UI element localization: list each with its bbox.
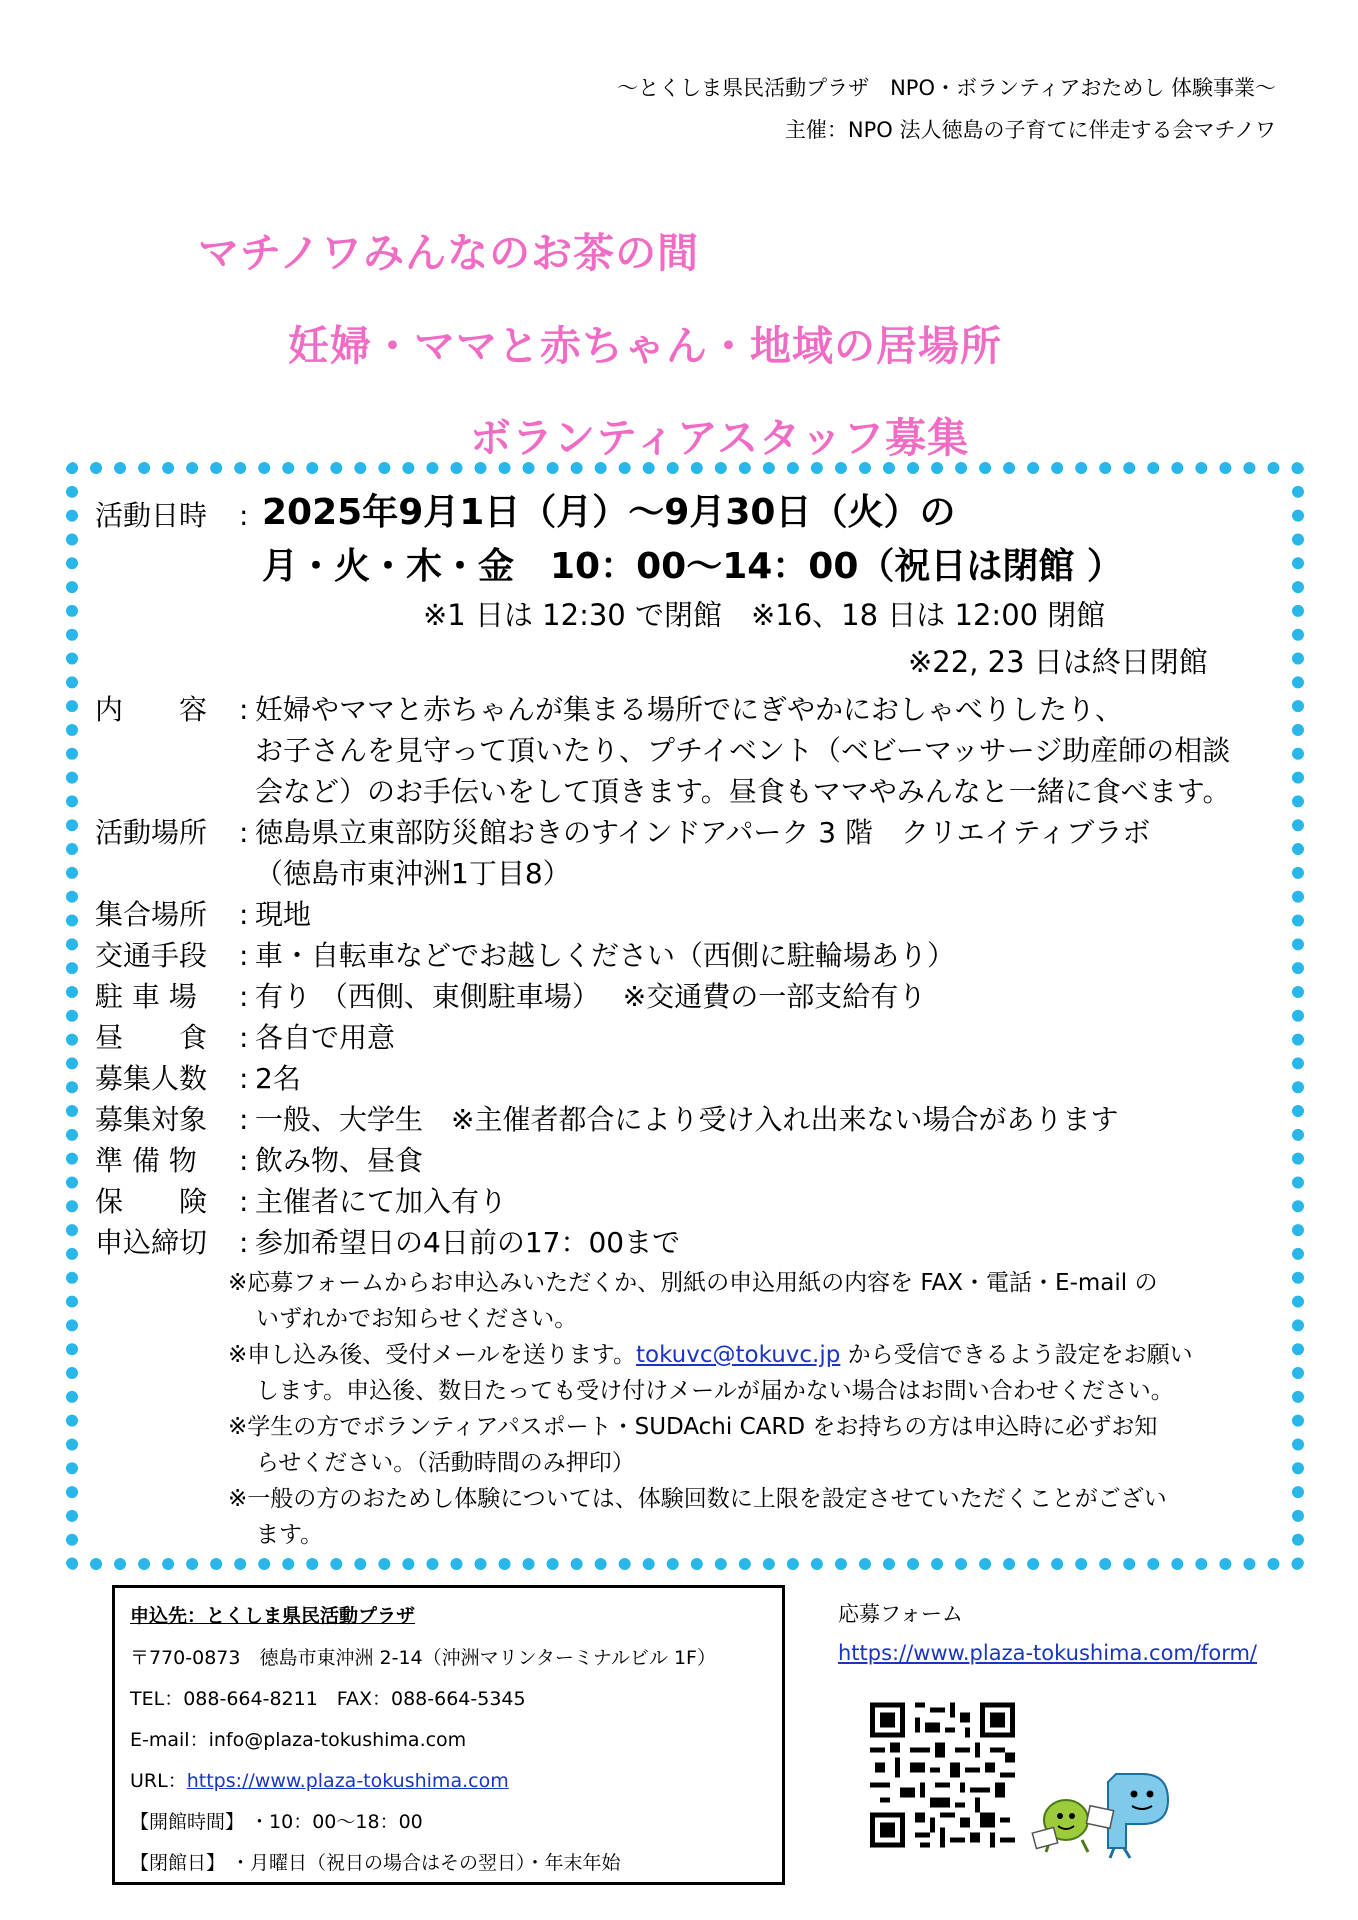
contact-tel: TEL：088-664-8211 FAX：088-664-5345 xyxy=(130,1688,526,1710)
plaza-mascot-icon xyxy=(1030,1752,1175,1860)
date-note-1: ※1 日は 12:30 で閉館 ※16、18 日は 12:00 閉館 xyxy=(423,598,1106,632)
count-row: 募集人数 : 2名 xyxy=(95,1057,301,1097)
lunch-value: 各自で用意 xyxy=(255,1021,396,1054)
lunch-row: 昼 食 : 各自で用意 xyxy=(95,1016,395,1056)
title-line-2: 妊婦・ママと赤ちゃん・地域の居場所 xyxy=(288,322,1002,370)
transport-value: 車・自転車などでお越しください（西側に駐輪場あり） xyxy=(255,939,956,972)
items-label: 準 備 物 xyxy=(95,1144,197,1177)
content-line-3: 会など）のお手伝いをして頂きます。昼食もママやみんなと一緒に食べます。 xyxy=(255,775,1231,808)
contact-title: 申込先：とくしま県民活動プラザ xyxy=(130,1605,416,1627)
contact-hours: 【開館時間】 ・10：00〜18：00 xyxy=(130,1811,423,1833)
target-label: 募集対象 xyxy=(95,1103,208,1136)
parking-value: 有り （西側、東側駐車場） ※交通費の一部支給有り xyxy=(255,980,927,1013)
contact-email[interactable]: E-mail：info@plaza-tokushima.com xyxy=(130,1729,467,1751)
deadline-value: 参加希望日の4日前の17：00まで xyxy=(255,1226,681,1259)
parking-label: 駐 車 場 xyxy=(95,980,197,1013)
lunch-label: 昼 食 xyxy=(95,1021,208,1054)
date-line-2: 月・火・木・金 10：00〜14：00（祝日は閉館 ） xyxy=(262,546,1123,587)
date-label-row: 活動日時 : xyxy=(95,494,255,534)
place-label: 活動場所 xyxy=(95,816,208,849)
contact-url-row: URL：https://www.plaza-tokushima.com xyxy=(130,1770,509,1792)
transport-row: 交通手段 : 車・自転車などでお越しください（西側に駐輪場あり） xyxy=(95,934,955,974)
place-line-1: 徳島県立東部防災館おきのすインドアパーク 3 階 クリエイティブラボ xyxy=(255,816,1151,849)
contact-closed: 【閉館日】 ・月曜日（祝日の場合はその翌日）・年末年始 xyxy=(130,1852,621,1874)
receipt-email-link[interactable]: tokuvc@tokuvc.jp xyxy=(635,1342,841,1368)
count-label: 募集人数 xyxy=(95,1062,208,1095)
meet-label: 集合場所 xyxy=(95,898,208,931)
content-label: 内 容 xyxy=(95,693,208,726)
note-1a: ※応募フォームからお申込みいただくか、別紙の申込用紙の内容を FAX・電話・E-mail の xyxy=(228,1270,1158,1296)
parking-row: 駐 車 場 : 有り （西側、東側駐車場） ※交通費の一部支給有り xyxy=(95,975,926,1015)
meet-value: 現地 xyxy=(255,898,312,931)
contact-url-link[interactable]: https://www.plaza-tokushima.com xyxy=(186,1770,509,1792)
insurance-value: 主催者にて加入有り xyxy=(255,1185,508,1218)
header-line-2: 主催：NPO 法人徳島の子育てに伴走する会マチノワ xyxy=(784,118,1276,142)
transport-label: 交通手段 xyxy=(95,939,208,972)
date-line-1: 2025年9月1日（月）〜9月30日（火）の xyxy=(262,492,956,533)
target-value: 一般、大学生 ※主催者都合により受け入れ出来ない場合があります xyxy=(255,1103,1119,1136)
count-value: 2名 xyxy=(255,1062,301,1095)
note-3b: らせください。（活動時間のみ押印） xyxy=(256,1450,635,1476)
form-label: 応募フォーム xyxy=(838,1602,963,1626)
qr-code-icon[interactable] xyxy=(870,1700,1015,1850)
place-row: 活動場所 : 徳島県立東部防災館おきのすインドアパーク 3 階 クリエイティブラボ xyxy=(95,811,1150,851)
place-line-2: （徳島市東沖洲1丁目8） xyxy=(255,857,571,890)
note-2b: します。申込後、数日たっても受け付けメールが届かない場合はお問い合わせください。 xyxy=(256,1378,1174,1404)
insurance-row: 保 険 : 主催者にて加入有り xyxy=(95,1180,507,1220)
note-2a: ※申し込み後、受付メールを送ります。tokuvc@tokuvc.jp から受信できるよう設定をお願い xyxy=(228,1342,1193,1368)
content-line-2: お子さんを見守って頂いたり、プチイベント（ベビーマッサージ助産師の相談 xyxy=(255,734,1231,767)
note-3a: ※学生の方でボランティアパスポート・SUDAchi CARD をお持ちの方は申込時に必ずお知 xyxy=(228,1414,1158,1440)
content-line-1: 妊婦やママと赤ちゃんが集まる場所でにぎやかにおしゃべりしたり、 xyxy=(255,693,1124,726)
note-1b: いずれかでお知らせください。 xyxy=(256,1306,578,1332)
deadline-row: 申込締切 : 参加希望日の4日前の17：00まで xyxy=(95,1221,680,1261)
title-line-3: ボランティアスタッフ募集 xyxy=(470,414,970,462)
contact-address: 〒770-0873 徳島市東沖洲 2-14（沖洲マリンターミナルビル 1F） xyxy=(130,1647,716,1669)
note-4b: ます。 xyxy=(256,1522,324,1548)
header-line-1: 〜とくしま県民活動プラザ NPO・ボランティアおためし 体験事業〜 xyxy=(617,76,1276,100)
form-url-link[interactable]: https://www.plaza-tokushima.com/form/ xyxy=(838,1641,1258,1665)
deadline-label: 申込締切 xyxy=(95,1226,208,1259)
items-value: 飲み物、昼食 xyxy=(255,1144,424,1177)
meet-row: 集合場所 : 現地 xyxy=(95,893,311,933)
date-label: 活動日時 xyxy=(95,499,208,532)
target-row: 募集対象 : 一般、大学生 ※主催者都合により受け入れ出来ない場合があります xyxy=(95,1098,1118,1138)
title-line-1: マチノワみんなのお茶の間 xyxy=(198,229,700,277)
note-4a: ※一般の方のおためし体験については、体験回数に上限を設定させていただくことがござい xyxy=(228,1486,1167,1512)
date-note-2: ※22, 23 日は終日閉館 xyxy=(908,645,1208,679)
content-row: 内 容 : 妊婦やママと赤ちゃんが集まる場所でにぎやかにおしゃべりしたり、 xyxy=(95,688,1123,728)
insurance-label: 保 険 xyxy=(95,1185,208,1218)
items-row: 準 備 物 : 飲み物、昼食 xyxy=(95,1139,423,1179)
